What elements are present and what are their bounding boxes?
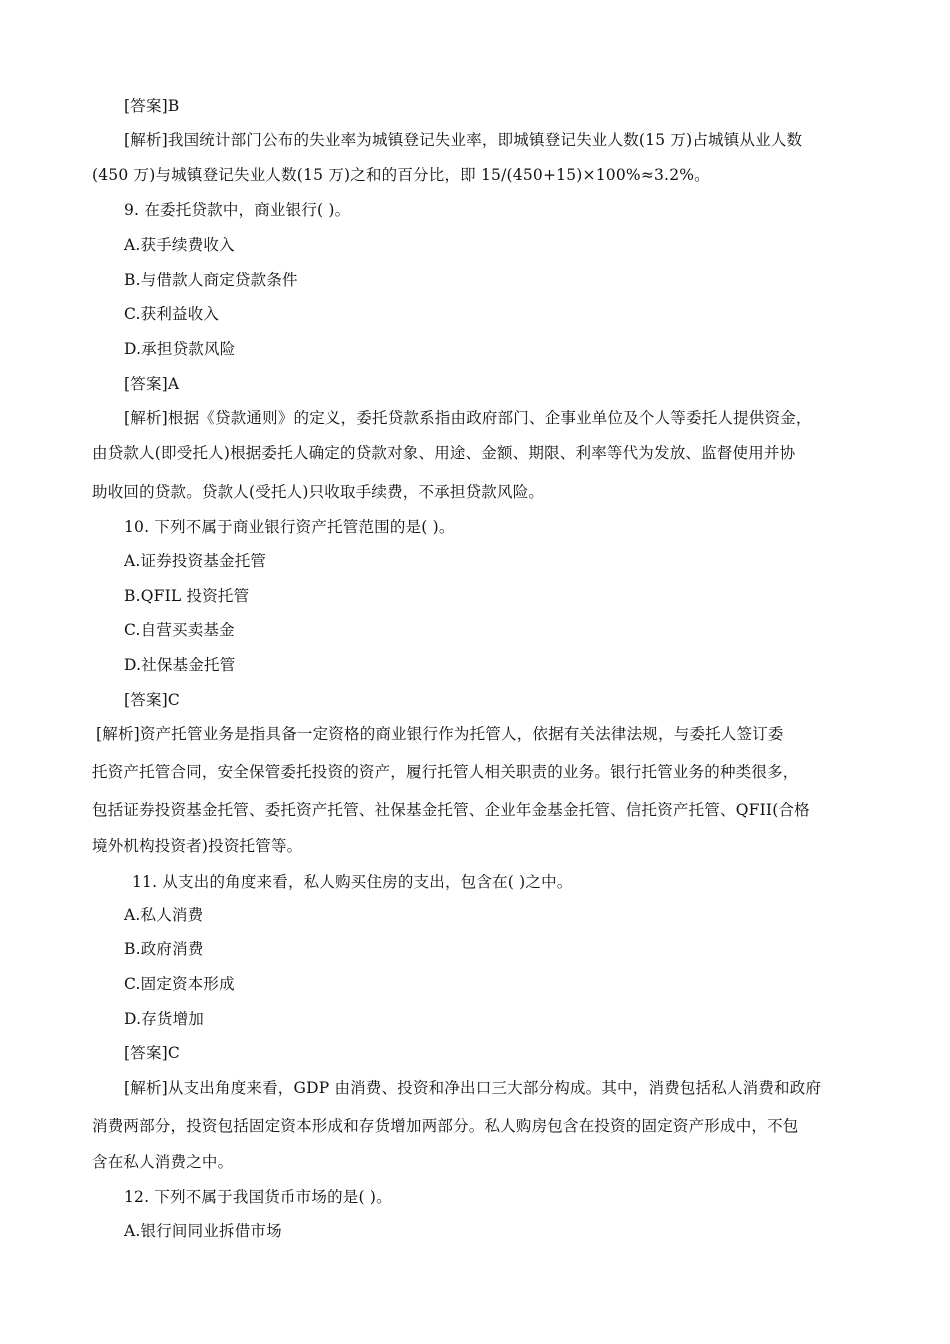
answer-11: [答案]C [124, 1044, 180, 1062]
analysis-9-line-1: [解析]根据《贷款通则》的定义，委托贷款系指由政府部门、企事业单位及个人等委托人提供资金， [124, 409, 812, 427]
question-9-option-b: B.与借款人商定贷款条件 [124, 271, 298, 289]
analysis-8-line-2: (450 万)与城镇登记失业人数(15 万)之和的百分比，即 15/(450+15)×100%≈3.2%。 [92, 166, 710, 184]
answer-9: [答案]A [124, 375, 180, 393]
analysis-8-line-1: [解析]我国统计部门公布的失业率为城镇登记失业率，即城镇登记失业人数(15 万)占城镇从业人数 [124, 131, 803, 149]
analysis-10-line-2: 托资产托管合同，安全保管委托投资的资产，履行托管人相关职责的业务。银行托管业务的种类很多， [92, 763, 799, 781]
analysis-11-line-2: 消费两部分，投资包括固定资本形成和存货增加两部分。私人购房包含在投资的固定资产形成中，不包 [92, 1117, 799, 1135]
question-10-option-b: B.QFIL 投资托管 [124, 587, 250, 605]
analysis-9-line-3: 助收回的贷款。贷款人(受托人)只收取手续费，不承担贷款风险。 [92, 483, 545, 501]
analysis-10-line-1: [解析]资产托管业务是指具备一定资格的商业银行作为托管人，依据有关法律法规，与委托人签订委 [96, 725, 784, 743]
analysis-10-line-4: 境外机构投资者)投资托管等。 [92, 837, 303, 855]
analysis-9-line-2: 由贷款人(即受托人)根据委托人确定的贷款对象、用途、金额、期限、利率等代为发放、监督使用并协 [92, 444, 796, 462]
question-9: 9. 在委托贷款中，商业银行( )。 [124, 201, 351, 219]
question-10-option-a: A.证券投资基金托管 [124, 552, 267, 570]
question-10: 10. 下列不属于商业银行资产托管范围的是( )。 [124, 518, 455, 536]
question-9-option-c: C.获利益收入 [124, 305, 220, 323]
question-11-option-c: C.固定资本形成 [124, 975, 235, 993]
answer-8: [答案]B [124, 97, 180, 115]
question-9-option-a: A.获手续费收入 [124, 236, 235, 254]
question-10-option-c: C.自营买卖基金 [124, 621, 235, 639]
question-12-option-a: A.银行间同业拆借市场 [124, 1222, 282, 1240]
question-9-option-d: D.承担贷款风险 [124, 340, 236, 358]
question-11-option-a: A.私人消费 [124, 906, 204, 924]
question-12: 12. 下列不属于我国货币市场的是( )。 [124, 1188, 392, 1206]
analysis-11-line-1: [解析]从支出角度来看，GDP 由消费、投资和净出口三大部分构成。其中，消费包括私人消费和政府 [124, 1079, 822, 1097]
analysis-10-line-3: 包括证券投资基金托管、委托资产托管、社保基金托管、企业年金基金托管、信托资产托管、QFII(合格 [92, 801, 810, 819]
question-10-option-d: D.社保基金托管 [124, 656, 236, 674]
analysis-11-line-3: 含在私人消费之中。 [92, 1153, 234, 1171]
question-11-option-d: D.存货增加 [124, 1010, 205, 1028]
answer-10: [答案]C [124, 691, 180, 709]
question-11: 11. 从支出的角度来看，私人购买住房的支出，包含在( )之中。 [132, 873, 573, 891]
question-11-option-b: B.政府消费 [124, 940, 204, 958]
